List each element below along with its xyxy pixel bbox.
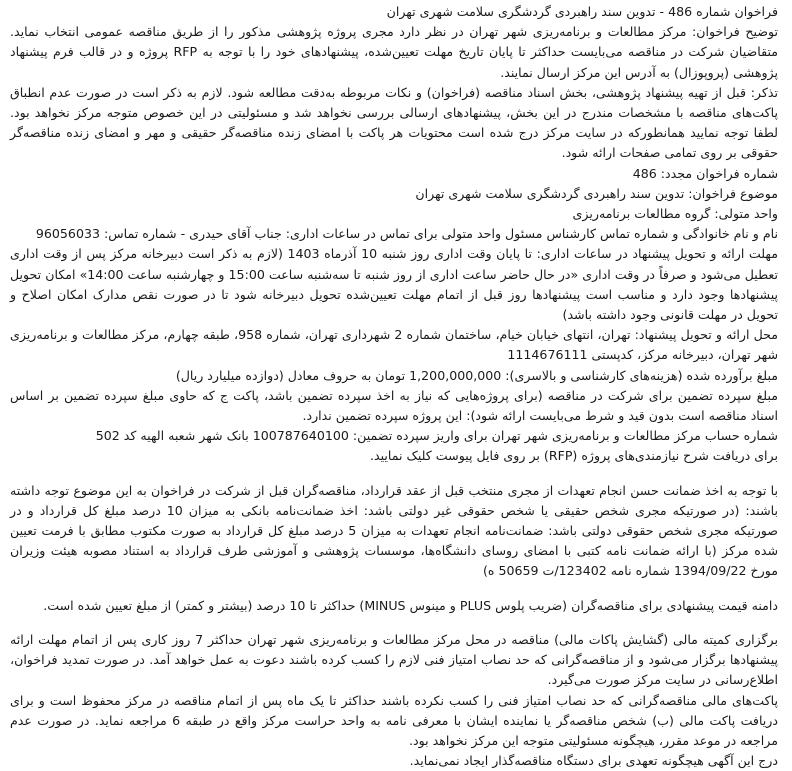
financial-commission-paragraph: برگزاری کمیته مالی (گشایش پاکات مالی) مناقصه در محل مرکز مطالعات و برنامه‌ریزی شهر تهران حداکثر 7 روز کاری پس از اتمام مهلت ارائه پیشنهادها برگزار می‌شود و از مناقصه‌گرانی که حد نصاب امتیاز فنی لازم را کسب کرده باشند دعوت به عمل خواهد آمد. در صورت تمدید فراخوان، اطلاع‌رسانی در سایت مرکز صورت می‌گیرد.: [10, 631, 778, 688]
submission-location: محل ارائه و تحویل پیشنهاد: تهران، انتهای خیابان خیام، ساختمان شماره 2 شهرداری تهران، شماره 958، طبقه چهارم، مرکز مطالعات و برنامه‌ریزی شهر تهران، دبیرخانه مرکز، کدپستی 1114676111: [10, 327, 778, 363]
announcement-description: توضیح فراخوان: مرکز مطالعات و برنامه‌ریزی شهر تهران در نظر دارد مجری پروژه پژوهشی مذکور را از طریق مناقصه عمومی انتخاب نماید. متقاضیان شرکت در مناقصه می‌بایست حداکثر تا پایان تاریخ مهلت تعیین‌شده، پیشنهادهای خود را با توجه به RFP پروژه و در قالب فرم پیشنهاد پژوهشی (پروپوزال) به آدرس این مرکز ارسال نمایند.: [10, 24, 778, 80]
tender-subject: موضوع فراخوان: تدوین سند راهبردی گردشگری سلامت شهری تهران: [415, 185, 778, 201]
price-range-paragraph: دامنه قیمت پیشنهادی برای مناقصه‌گران (ضریب پلوس PLUS و مینوس MINUS) حداکثر تا 10 درصد (بیشتر و کمتر) از مبلغ تعیین شده است.: [43, 597, 778, 613]
financial-envelopes-paragraph: پاکت‌های مالی مناقصه‌گرانی که حد نصاب امتیاز فنی را کسب نکرده باشند حداکثر تا یک ماه پس از اتمام مناقصه در مرکز محفوظ است و برای دریافت پاکت مالی (ب) شخص مناقصه‌گر یا نماینده ایشان با معرفی نامه به واحد حراست مرکز واقع در طبقه 6 مراجعه نماید. در صورت عدم مراجعه در موعد مقرر، هیچگونه مسئولیتی متوجه این مرکز نخواهد بود.: [10, 692, 778, 748]
bank-account: شماره حساب مرکز مطالعات و برنامه‌ریزی شهر تهران برای واریز سپرده تضمین: 100787640100 بانک شهر شعبه الهیه کد 502: [95, 428, 778, 444]
contact-info: نام و نام خانوادگی و شماره تماس کارشناس مسئول واحد متولی برای تماس در ساعات اداری: جناب آقای حیدری - شماره تماس: 96056033: [35, 226, 778, 242]
responsible-unit: واحد متولی: گروه مطالعات برنامه‌ریزی: [572, 206, 778, 222]
announcement-title: فراخوان شماره 486 - تدوین سند راهبردی گردشگری سلامت شهری تهران: [386, 4, 778, 19]
paragraph-spacer: [10, 467, 778, 481]
guarantee-deposit: مبلغ سپرده تضمین برای شرکت در مناقصه (برای پروژه‌هایی که نیاز به اخذ سپرده تضمین باشد، پاکت ج که حاوی مبلغ سپرده تضمین بر اساس اسناد مناقصه است بدون قید و شرط می‌بایست ارائه شود): این پروژه سپرده تضمین ندارد.: [10, 387, 778, 424]
paragraph-spacer: [10, 582, 778, 596]
paragraph-spacer: [10, 616, 778, 630]
estimated-amount: مبلغ برآورده شده (هزینه‌های کارشناسی و بالاسری): 1,200,000,000 تومان به حروف معادل (دوازده میلیارد ریال): [175, 367, 778, 383]
tender-number: شماره فراخوان مجدد: 486: [632, 165, 778, 181]
rfp-attachment-note: برای دریافت شرح نیازمندی‌های پروژه (RFP) بر روی فایل پیوست کلیک نمایید.: [370, 448, 778, 464]
reminder-paragraph: تذکر: قبل از تهیه پیشنهاد پژوهشی، بخش اسناد مناقصه (فراخوان) و نکات مربوطه به‌دقت مطالعه شود. لازم به ذکر است در صورت عدم انطباق پاکت‌های مناقصه با مشخصات مندرج در این بخش، پیشنهادهای ارسالی بررسی نخواهد شد و مسئولیتی در این خصوص متوجه مرکز نخواهد بود. لطفا توجه نمایید همانطورکه در سایت مرکز درج شده است محتویات هر پاکت با امضای زنده مناقصه‌گر حقیقی و مهر و امضای زنده مناقصه‌گر حقوقی بر روی تمامی صفحات ارائه شود.: [10, 84, 778, 161]
disclaimer: درج این آگهی هیچگونه تعهدی برای دستگاه مناقصه‌گذار ایجاد نمی‌نماید.: [409, 753, 778, 769]
submission-deadline: مهلت ارائه و تحویل پیشنهاد در ساعات اداری: تا پایان وقت اداری روز شنبه 10 آذرماه 1403 (لازم به ذکر است دبیرخانه مرکز پس از وقت اداری تعطیل می‌شود و صرفاً در وقت اداری «در حال حاضر ساعت اداری از روز شنبه تا سه‌شنبه ساعت 15:00 و چهارشنبه ساعت 14:00» امکان تحویل پیشنهادها وجود دارد و مناسب است پیشنهادها روز قبل از اتمام مهلت تعیین‌شده تحویل دبیرخانه شود تا در صورت نقص مدارک امکان اصلاح و تحویل در مهلت قانونی وجود داشته باشد): [10, 246, 778, 323]
performance-bond-paragraph: با توجه به اخذ ضمانت حسن انجام تعهدات از مجری منتخب قبل از عقد قرارداد، مناقصه‌گران قبل از شرکت در فراخوان به این موضوع توجه داشته باشند: (در صورتیکه مجری شخص حقیقی یا شخص حقوقی غیر دولتی باشد: اخذ ضمانت‌نامه بانکی به میزان 10 درصد مبلغ کل قرارداد و در صورتیکه مجری شخص حقوقی دولتی باشد: ضمانت‌نامه انجام تعهدات به میزان 5 درصد مبلغ کل قرارداد به صورت مکتوب مطابق با فرمت تعیین شده مرکز (با ارائه ضمانت نامه کتبی با امضای روسای دانشگاه‌ها، موسسات پژوهشی و آموزشی طرف قرارداد به استناد مصوبه هیئت وزیران مورخ 1394/09/22 شماره نامه 123402/ت 50659 ه): [10, 482, 778, 579]
